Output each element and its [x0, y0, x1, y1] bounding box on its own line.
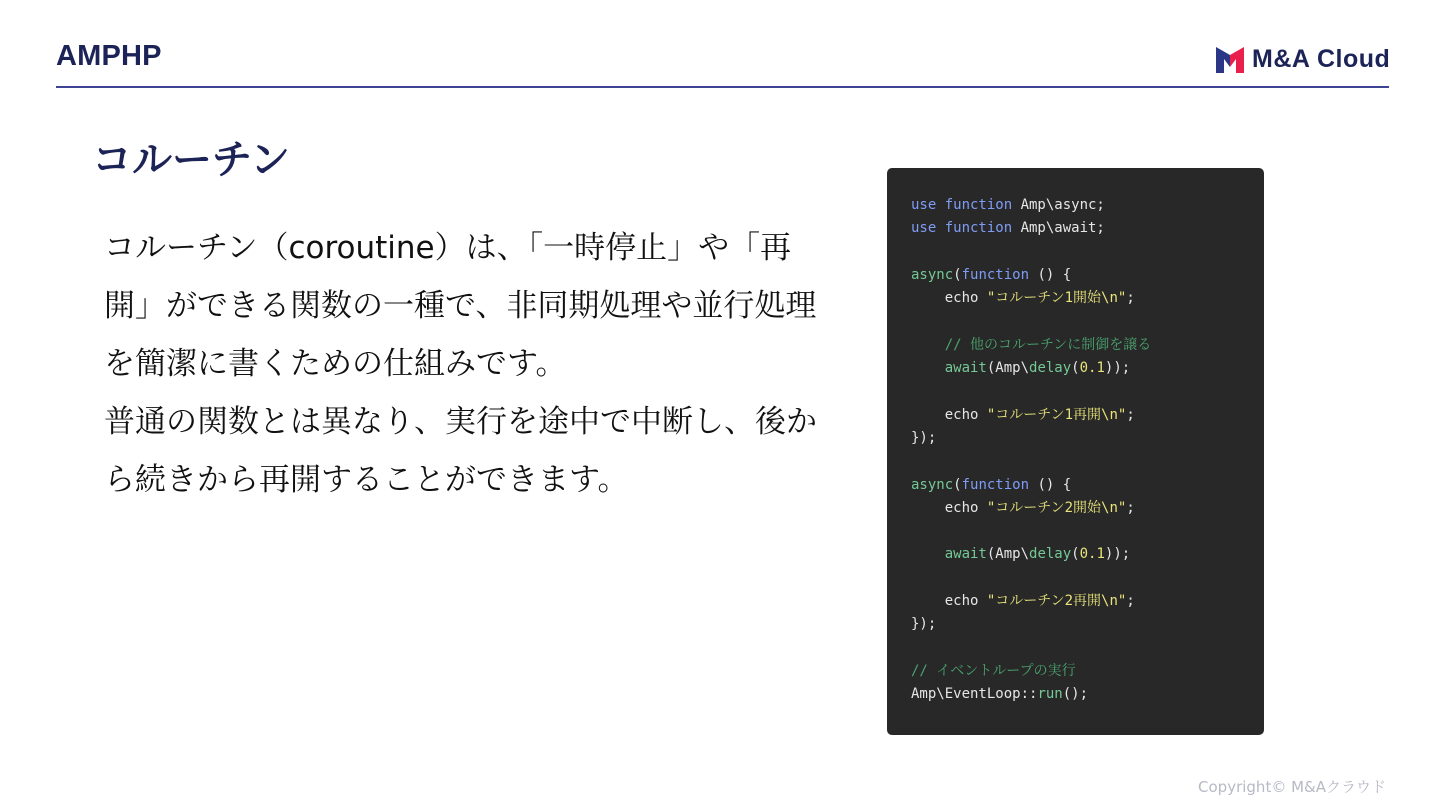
- code-line: [911, 567, 1264, 590]
- code-line: [911, 520, 1264, 543]
- code-token: ();: [1062, 686, 1089, 703]
- code-line: [911, 590, 1264, 613]
- code-token: use function: [911, 220, 1021, 237]
- code-token: ;: [1126, 499, 1135, 516]
- code-token: 0.1: [1079, 546, 1105, 563]
- body-paragraph: 普通の関数とは異なり、実行を途中で中断し、後から続きから再開することができます。: [104, 404, 817, 498]
- deck-section-title: AMPHP: [56, 40, 162, 72]
- code-line: [911, 613, 1264, 636]
- brand-logo-text: M&A Cloud: [1252, 44, 1391, 73]
- code-line: [911, 241, 1264, 264]
- body-paragraph: コルーチン（coroutine）は、「一時停止」や「再開」ができる関数の一種で、非同期処理や並行処理を簡潔に書くための仕組みです。: [104, 230, 817, 382]
- code-token: echo: [911, 499, 987, 516]
- code-token: });: [911, 429, 937, 446]
- code-token: "コルーチン1再開\n": [986, 406, 1127, 423]
- code-token: Amp\EventLoop::: [911, 686, 1038, 703]
- code-token: async: [911, 476, 954, 493]
- header-divider: [56, 86, 1389, 88]
- code-line: [911, 194, 1264, 217]
- code-token: "コルーチン2開始\n": [986, 499, 1127, 516]
- code-line: [911, 474, 1264, 497]
- code-line: [911, 683, 1264, 706]
- code-token: use function: [911, 197, 1021, 213]
- code-token: ;: [1126, 593, 1135, 610]
- code-token: echo: [911, 290, 987, 307]
- code-token: delay: [1029, 360, 1072, 377]
- code-line: [911, 334, 1264, 357]
- code-token: await: [911, 360, 987, 377]
- code-line: [911, 357, 1264, 380]
- slide-body: [104, 219, 824, 509]
- code-line: [911, 404, 1264, 427]
- code-token: (Amp\: [986, 360, 1030, 377]
- code-token: // イベントループの実行: [911, 662, 1076, 679]
- code-token: echo: [911, 406, 987, 423]
- code-token: "コルーチン2再開\n": [986, 593, 1127, 610]
- code-token: "コルーチン1開始\n": [986, 290, 1127, 307]
- code-token: await: [911, 546, 987, 563]
- m-and-a-cloud-logo-icon: [1216, 45, 1244, 73]
- code-token: (Amp\: [986, 546, 1030, 563]
- code-token: ;: [1126, 406, 1135, 423]
- code-token: async: [911, 266, 954, 283]
- code-line: [911, 217, 1264, 240]
- code-token: run: [1037, 686, 1063, 703]
- code-line: [911, 264, 1264, 287]
- code-token: // 他のコルーチンに制御を譲る: [911, 336, 1152, 353]
- slide-title: コルーチン: [92, 137, 290, 183]
- code-token: function: [961, 476, 1030, 493]
- code-token: () {: [1029, 266, 1072, 283]
- code-token: delay: [1029, 546, 1072, 563]
- code-line: [911, 287, 1264, 310]
- code-snippet-panel: [887, 168, 1264, 735]
- code-token: () {: [1029, 476, 1072, 493]
- copyright-notice: Copyright© M&Aクラウド: [1198, 778, 1386, 796]
- code-token: (: [1071, 546, 1080, 563]
- code-line: [911, 427, 1264, 450]
- code-token: ));: [1104, 360, 1131, 377]
- code-token: Amp\async;: [1020, 197, 1105, 213]
- code-token: function: [961, 266, 1030, 283]
- code-token: (: [1071, 360, 1080, 377]
- code-token: });: [911, 616, 937, 633]
- code-line: [911, 660, 1264, 683]
- code-line: [911, 450, 1264, 473]
- code-token: echo: [911, 593, 987, 610]
- code-line: [911, 543, 1264, 566]
- code-token: 0.1: [1079, 360, 1105, 377]
- code-token: (: [953, 266, 962, 283]
- brand-logo: [1216, 44, 1390, 74]
- code-token: ));: [1104, 546, 1131, 563]
- code-line: [911, 497, 1264, 520]
- code-token: (: [953, 476, 962, 493]
- code-token: ;: [1126, 290, 1135, 307]
- code-line: [911, 310, 1264, 333]
- code-line: [911, 637, 1264, 660]
- code-line: [911, 380, 1264, 403]
- code-token: Amp\await;: [1020, 220, 1105, 237]
